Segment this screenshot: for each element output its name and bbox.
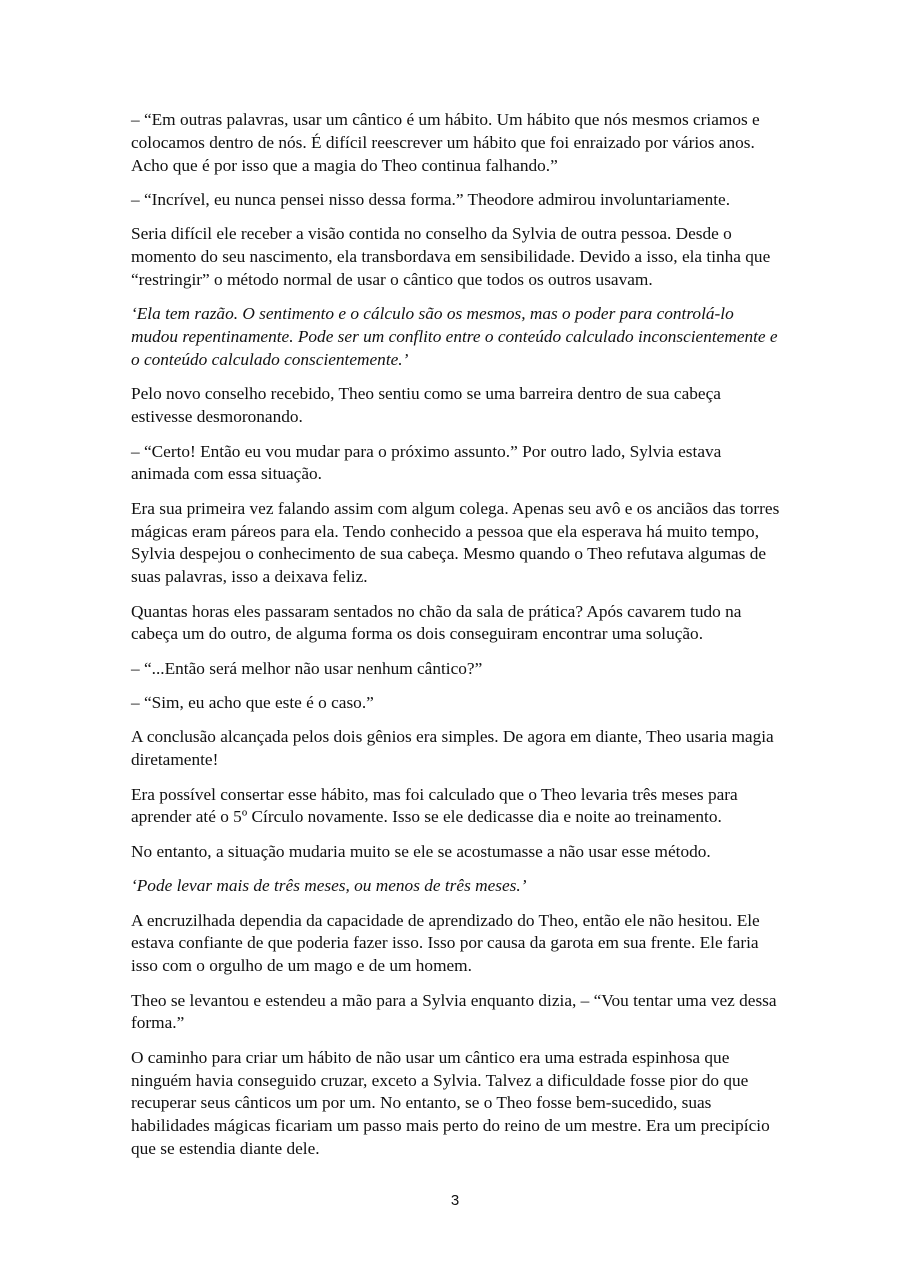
paragraph-6: – “Certo! Então eu vou mudar para o próximo assunto.” Por outro lado, Sylvia estava animada com essa situação.: [131, 441, 722, 484]
paragraph-13: No entanto, a situação mudaria muito se ele se acostumasse a não usar esse método.: [131, 841, 711, 861]
paragraph-14-thought: ‘Pode levar mais de três meses, ou menos de três meses.’: [131, 876, 527, 896]
paragraph-12: Era possível consertar esse hábito, mas foi calculado que o Theo levaria três meses para aprender até o 5º Círculo novamente. Isso se ele dedicasse dia e noite ao treinamento.: [131, 784, 738, 827]
paragraph-4-thought: ‘Ela tem razão. O sentimento e o cálculo são os mesmos, mas o poder para controlá-lo mudou repentinamente. Pode ser um conflito entre o conteúdo calculado inconscientemente e o conteúdo calculado conscientemente.’: [131, 304, 778, 369]
paragraph-7: Era sua primeira vez falando assim com algum colega. Apenas seu avô e os anciãos das torres mágicas eram páreos para ela. Tendo conhecido a pessoa que ela esperava há muito tempo, Sylvia despejou o conhecimento de sua cabeça. Mesmo quando o Theo refutava algumas de suas palavras, isso a deixava feliz.: [131, 498, 780, 587]
paragraph-17: O caminho para criar um hábito de não usar um cântico era uma estrada espinhosa que ninguém havia conseguido cruzar, exceto a Sylvia. Talvez a dificuldade fosse pior do que recuperar seus cânticos um por um. No entanto, se o Theo fosse bem-sucedido, suas habilidades mágicas ficariam um passo mais perto do reino de um mestre. Era um precipício que se estendia diante dele.: [131, 1047, 770, 1158]
paragraph-8: Quantas horas eles passaram sentados no chão da sala de prática? Após cavarem tudo na cabeça um do outro, de alguma forma os dois conseguiram encontrar uma solução.: [131, 601, 742, 644]
paragraph-15: A encruzilhada dependia da capacidade de aprendizado do Theo, então ele não hesitou. Ele estava confiante de que poderia fazer isso. Isso por causa da garota em sua frente. Ele faria isso com o orgulho de um mago e de um homem.: [131, 910, 760, 976]
paragraph-3: Seria difícil ele receber a visão contida no conselho da Sylvia de outra pessoa. Desde o momento do seu nascimento, ela transbordava em sensibilidade. Devido a isso, ela tinha que “restringir” o método normal de usar o cântico que todos os outros usavam.: [131, 224, 771, 289]
paragraph-9: – “...Então será melhor não usar nenhum cântico?”: [131, 658, 483, 678]
page-number: 3: [450, 1192, 460, 1209]
paragraph-1: – “Em outras palavras, usar um cântico é um hábito. Um hábito que nós mesmos criamos e colocamos dentro de nós. É difícil reescrever um hábito que foi enraizado por vários anos. Acho que é por isso que a magia do Theo continua falhando.”: [131, 110, 760, 175]
paragraph-10: – “Sim, eu acho que este é o caso.”: [131, 693, 374, 713]
paragraph-11: A conclusão alcançada pelos dois gênios era simples. De agora em diante, Theo usaria magia diretamente!: [131, 727, 774, 770]
paragraph-2: – “Incrível, eu nunca pensei nisso dessa forma.” Theodore admirou involuntariamente.: [131, 189, 731, 209]
page-body: [131, 109, 783, 1172]
paragraph-5: Pelo novo conselho recebido, Theo sentiu como se uma barreira dentro de sua cabeça estivesse desmoronando.: [131, 384, 721, 427]
paragraph-16: Theo se levantou e estendeu a mão para a Sylvia enquanto dizia, – “Vou tentar uma vez dessa forma.”: [131, 990, 777, 1033]
